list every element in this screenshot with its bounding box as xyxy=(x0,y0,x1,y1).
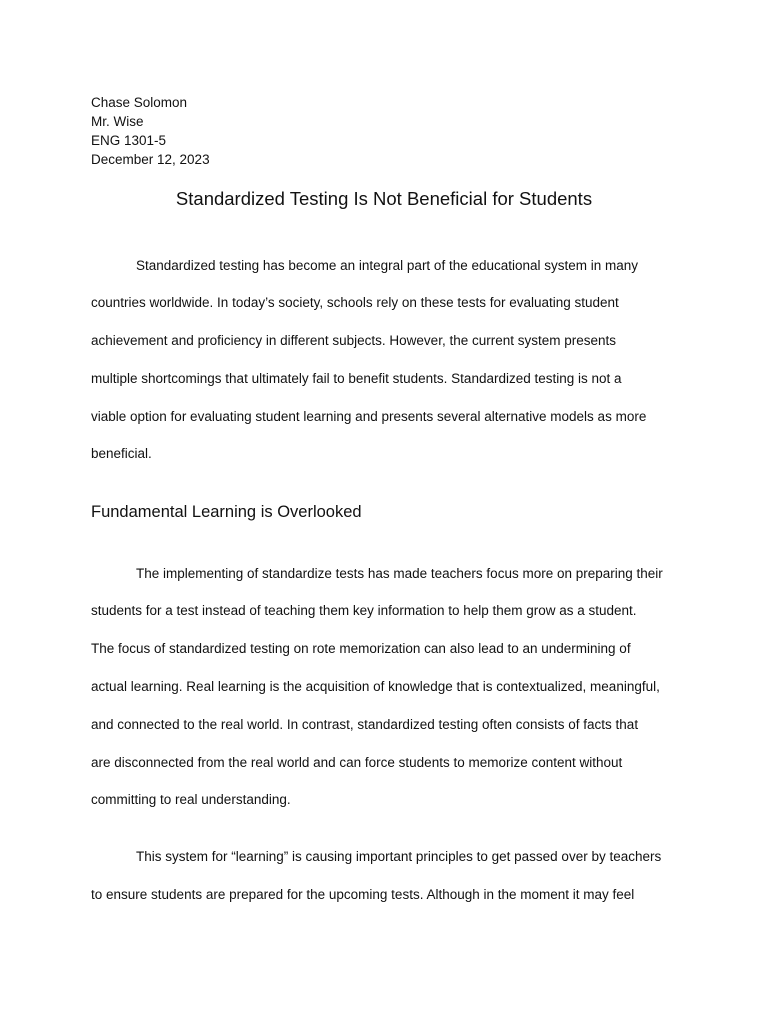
document-date: December 12, 2023 xyxy=(91,152,210,167)
paragraph-line: students for a test instead of teaching them key information to help them grow as a student. xyxy=(91,603,637,618)
document-header xyxy=(91,93,210,169)
author-name: Chase Solomon xyxy=(91,95,188,110)
paragraph-line: The implementing of standardize tests has made teachers focus more on preparing their xyxy=(136,566,663,581)
course-code: ENG 1301-5 xyxy=(91,133,167,148)
section-heading: Fundamental Learning is Overlooked xyxy=(91,503,362,521)
paragraph-line: are disconnected from the real world and can force students to memorize content without xyxy=(91,755,623,770)
paragraph-line: Standardized testing has become an integral part of the educational system in many xyxy=(136,258,639,273)
paragraph-line: beneficial. xyxy=(91,446,152,461)
paragraph-line: viable option for evaluating student learning and presents several alternative models as more xyxy=(91,409,647,424)
paragraph-line: countries worldwide. In today’s society, schools rely on these tests for evaluating student xyxy=(91,295,619,310)
document-title: Standardized Testing Is Not Beneficial for Students xyxy=(175,188,593,209)
paragraph-line: and connected to the real world. In contrast, standardized testing often consists of facts that xyxy=(91,717,639,732)
paragraph-line: achievement and proficiency in different subjects. However, the current system presents xyxy=(91,333,617,348)
instructor-name: Mr. Wise xyxy=(91,114,144,129)
paragraph-line: actual learning. Real learning is the acquisition of knowledge that is contextualized, meaningful, xyxy=(91,679,660,694)
paragraph-line: This system for “learning” is causing important principles to get passed over by teachers xyxy=(136,849,662,864)
paragraph-line: to ensure students are prepared for the upcoming tests. Although in the moment it may feel xyxy=(91,887,635,902)
paragraph-line: multiple shortcomings that ultimately fail to benefit students. Standardized testing is not a xyxy=(91,371,622,386)
paragraph-line: committing to real understanding. xyxy=(91,792,291,807)
paragraph-line: The focus of standardized testing on rote memorization can also lead to an undermining of xyxy=(91,641,631,656)
